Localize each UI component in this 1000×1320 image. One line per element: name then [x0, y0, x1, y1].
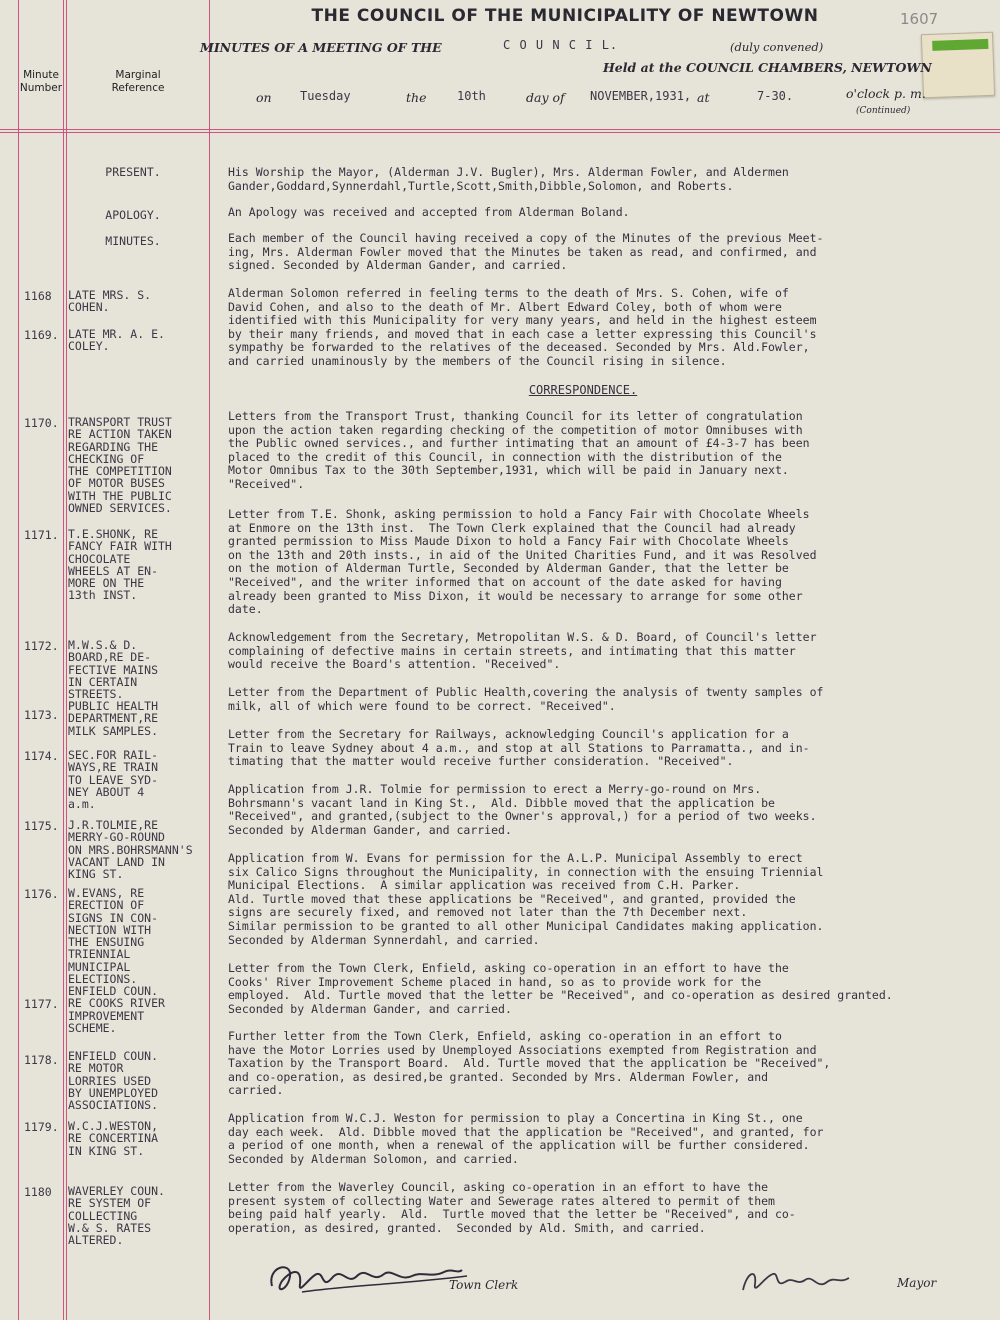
minute-text: Alderman Solomon referred in feeling terms to the death of Mrs. S. Cohen, wife of David Cohen, and also to the death of Mr. Albert Edward Coley, both of whom were identified with this Municipality for very many years, and held in the highest esteem by their many friends, and moved that in each case a letter expressing this Council's sympathy be forwarded to the relatives of the deceased. Seconded by Mrs. Ald.Fowler, and carried unaminously by the members of the Council rising in silence. — [228, 286, 817, 368]
archive-tab — [921, 32, 995, 98]
minute-number: 1170. — [24, 416, 59, 430]
meeting-month-year: NOVEMBER,1931, — [590, 89, 692, 103]
duly-convened-label: (duly convened) — [730, 40, 824, 54]
mayor-signature — [735, 1262, 875, 1302]
minute-number: 1169. — [24, 328, 59, 342]
at-label: at — [697, 90, 710, 105]
marginal-reference-rule — [209, 0, 210, 1320]
header-rule — [0, 129, 1000, 130]
council-title: THE COUNCIL OF THE MUNICIPALITY OF NEWTOWN — [311, 6, 819, 26]
minute-text: Letter from the Town Clerk, Enfield, asking co-operation in an effort to have the Cooks' River Improvement Scheme placed in hand, so as to provide work for the employed. Ald. Turtle moved that the letter be "Received", and co-operation as desired granted. Seconded by Alderman Gander, and carried. — [228, 961, 893, 1016]
document-number: 1607 — [900, 10, 939, 28]
marginal-reference: PUBLIC HEALTH DEPARTMENT,RE MILK SAMPLES. — [68, 699, 159, 738]
minute-text: Letter from the Waverley Council, asking co-operation in an effort to have the present system of collecting Water and Sewerage rates altered to permit of them being paid half yearly. Ald. Turtle moved that the letter be "Received", and co- operation, as desired, granted. Seconded by Ald. Smith, and carried. — [228, 1180, 796, 1235]
meeting-day-number: 10th — [457, 89, 486, 103]
marginal-reference: W.EVANS, RE ERECTION OF SIGNS IN CON- NECTION WITH THE ENSUING TRIENNIAL MUNICIPAL ELECTIONS. — [68, 886, 159, 987]
minute-number: 1176. — [24, 887, 59, 901]
oclock-label: o'clock p. m. — [846, 86, 926, 101]
marginal-reference: SEC.FOR RAIL- WAYS,RE TRAIN TO LEAVE SYD- NEY ABOUT 4 a.m. — [68, 748, 159, 812]
marginal-reference: W.C.J.WESTON, RE CONCERTINA IN KING ST. — [68, 1119, 159, 1158]
minute-text: Application from W. Evans for permission for the A.L.P. Municipal Assembly to erect six Calico Signs throughout the Municipality, in connection with the ensuing Triennial Municipal Elections. A similar application was received from C.H. Parker. Ald. Turtle moved that these applications be "Received", and granted, provided the signs are securely fixed, and removed not later than the 7th December next. Similar permission to be granted to all other Municipal Candidates making application. Seconded by Alderman Synnerdahl, and carried. — [228, 851, 824, 947]
marginal-reference: WAVERLEY COUN. RE SYSTEM OF COLLECTING W.& S. RATES ALTERED. — [68, 1184, 165, 1248]
marginal-reference: MINUTES. — [105, 234, 161, 248]
minute-number: 1177. — [24, 997, 59, 1011]
marginal-reference: T.E.SHONK, RE FANCY FAIR WITH CHOCOLATE WHEELS AT EN- MORE ON THE 13th INST. — [68, 527, 172, 603]
minute-number: 1168 — [24, 289, 52, 303]
minute-text: Letter from the Secretary for Railways, acknowledging Council's application for a Train to leave Sydney about 4 a.m., and stop at all Stations to Parramatta., and in- timating that the matter would receive further consideration. "Received". — [228, 727, 810, 769]
mayor-label: Mayor — [897, 1276, 937, 1290]
minute-text: Further letter from the Town Clerk, Enfield, asking co-operation in an effort to have the Motor Lorries used by Unemployed Associations exempted from Registration and Taxation by the Transport Board. Ald. Turtle moved that the application be "Received", and co-operation, as desired,be granted. Seconded by Mrs. Alderman Fowler, and carried. — [228, 1029, 831, 1098]
minute-text: Letters from the Transport Trust, thanking Council for its letter of congratulation upon the action taken regarding checking of the competition of motor Omnibuses with the Public owned services., and further intimating that an amount of £4-3-7 has been placed to the credit of this Council, in connection with the distribution of the Motor Omnibus Tax to the 30th September,1931, which will be paid in January next. "Received". — [228, 409, 810, 491]
marginal-reference: PRESENT. — [105, 165, 161, 179]
marginal-reference-heading-line1: Marginal — [115, 69, 161, 81]
minute-number: 1179. — [24, 1120, 59, 1134]
minute-text: Application from W.C.J. Weston for permission to play a Concertina in King St., one day each week. Ald. Dibble moved that the application be "Received", and granted, for a period of one month, when a renewal of the application will be further considered. Seconded by Alderman Solomon, and carried. — [228, 1111, 824, 1166]
minute-text: Each member of the Council having received a copy of the Minutes of the previous Meet- ing, Mrs. Alderman Fowler moved that the Minutes be taken as read, and confirmed, and signed. Seconded by Alderman Gander, and carried. — [228, 231, 824, 273]
minute-number-rule — [63, 0, 64, 1320]
mayor-signature-graphic — [735, 1262, 875, 1298]
correspondence-heading: CORRESPONDENCE. — [528, 383, 638, 397]
day-of-label: day of — [526, 90, 565, 105]
minutes-of-label: MINUTES OF A MEETING OF THE — [200, 40, 442, 55]
minute-number: 1174. — [24, 749, 59, 763]
marginal-reference-heading — [67, 69, 209, 95]
the-label: the — [406, 90, 427, 105]
archive-tab-stripe — [932, 39, 988, 51]
header-rule-double — [0, 132, 1000, 133]
meeting-time: 7-30. — [757, 89, 794, 103]
marginal-reference: ENFIELD COUN. RE COOKS RIVER IMPROVEMENT SCHEME. — [68, 984, 165, 1035]
on-label: on — [256, 90, 272, 105]
minute-text: Application from J.R. Tolmie for permission to erect a Merry-go-round on Mrs. Bohrsmann's vacant land in King St., Ald. Dibble moved that the application be "Received", and granted,(subject to the Owner's approval,) for a period of two weeks. Seconded by Alderman Gander, and carried. — [228, 782, 817, 837]
minute-text: Letter from T.E. Shonk, asking permission to hold a Fancy Fair with Chocolate Wheels at Enmore on the 13th inst. The Town Clerk explained that the Council had already granted permission to Miss Maude Dixon to hold a Fancy Fair with Chocolate Wheels on the 13th and 20th insts., in aid of the United Charities Fund, and it was Resolved on the motion of Alderman Turtle, Seconded by Alderman Gander, that the letter be "Received", and the writer informed that on account of the date asked for having already been granted to Miss Dixon, it would be necessary to arrange for some other date. — [228, 507, 817, 617]
minute-number-heading-line1: Minute — [23, 69, 59, 81]
marginal-reference: LATE MR. A. E. COLEY. — [68, 327, 165, 354]
held-at-label: Held at the COUNCIL CHAMBERS, NEWTOWN — [603, 60, 932, 75]
minute-text: Acknowledgement from the Secretary, Metropolitan W.S. & D. Board, of Council's letter complaining of defective mains in certain streets, and intimating that this matter would receive the Board's attention. "Received". — [228, 630, 817, 672]
marginal-reference: M.W.S.& D. BOARD,RE DE- FECTIVE MAINS IN CERTAIN STREETS. — [68, 638, 159, 702]
minute-text: An Apology was received and accepted from Alderman Boland. — [228, 205, 630, 219]
continued-label: (Continued) — [856, 106, 911, 116]
meeting-weekday: Tuesday — [300, 89, 351, 103]
marginal-reference: LATE MRS. S. COHEN. — [68, 288, 152, 315]
minute-number: 1172. — [24, 639, 59, 653]
marginal-reference: APOLOGY. — [105, 208, 161, 222]
minute-number: 1178. — [24, 1053, 59, 1067]
minute-number: 1173. — [24, 708, 59, 722]
minute-text: His Worship the Mayor, (Alderman J.V. Bugler), Mrs. Alderman Fowler, and Aldermen Gander,Goddard,Synnerdahl,Turtle,Scott,Smith,Dibble,Solomon, and Roberts. — [228, 165, 789, 193]
minute-number: 1171. — [24, 528, 59, 542]
minute-number-heading — [18, 69, 64, 95]
marginal-reference: J.R.TOLMIE,RE MERRY-GO-ROUND ON MRS.BOHRSMANN'S VACANT LAND IN KING ST. — [68, 818, 193, 882]
minute-number: 1180 — [24, 1185, 52, 1199]
left-margin-rule — [18, 0, 19, 1320]
town-clerk-label: Town Clerk — [449, 1278, 519, 1292]
minute-number: 1175. — [24, 819, 59, 833]
meeting-body: C O U N C I L. — [503, 38, 619, 52]
marginal-reference-heading-line2: Reference — [111, 82, 165, 94]
marginal-reference: ENFIELD COUN. RE MOTOR LORRIES USED BY UNEMPLOYED ASSOCIATIONS. — [68, 1049, 159, 1113]
minute-number-rule-double — [66, 0, 67, 1320]
minute-text: Letter from the Department of Public Health,covering the analysis of twenty samples of milk, all of which were found to be correct. "Received". — [228, 685, 824, 713]
marginal-reference: TRANSPORT TRUST RE ACTION TAKEN REGARDING THE CHECKING OF THE COMPETITION OF MOTOR BUSES WITH THE PUBLIC OWNED SERVICES. — [68, 415, 172, 516]
minute-number-heading-line2: Number — [19, 82, 63, 94]
